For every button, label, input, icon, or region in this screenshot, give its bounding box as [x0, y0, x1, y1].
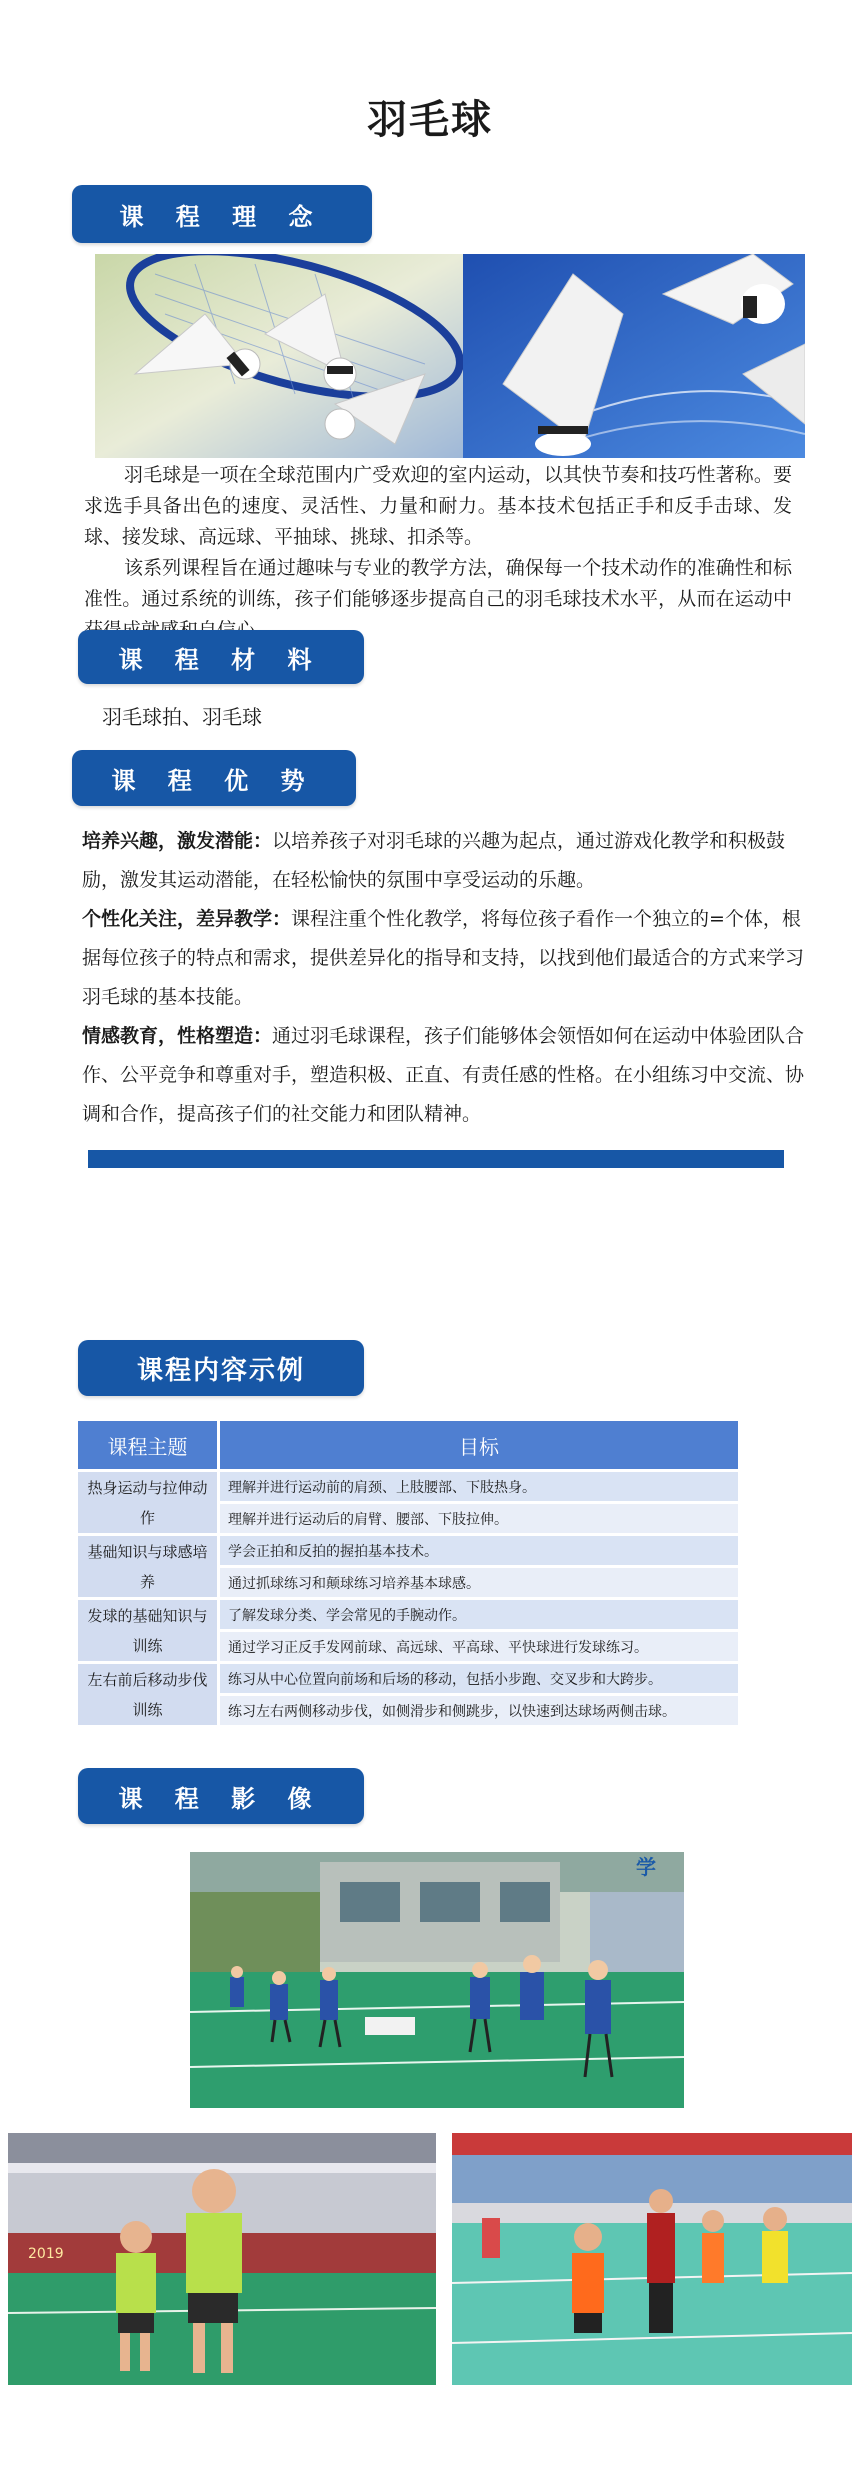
table-cell-goal: 通过抓球练习和颠球练习培养基本球感。 — [220, 1568, 738, 1597]
course-content-table-wrap — [75, 1418, 741, 1728]
table-header-goal: 目标 — [220, 1421, 738, 1469]
section-header-gallery: 课 程 影 像 — [78, 1768, 364, 1824]
table-row — [78, 1472, 738, 1501]
table-row — [78, 1664, 738, 1693]
philosophy-paragraph-2: 该系列课程旨在通过趣味与专业的教学方法，确保每一个技术动作的准确性和标准性。通过系统的训练，孩子们能够逐步提高自己的羽毛球技术水平，从而在运动中 — [84, 557, 792, 610]
advantage-body: 课程注重个性化教学，将每位孩子看作一个独立的=个体，根据每位孩子的特点和需求，提供差异化的指导和支持，以找到他们最适合的方式来学习羽毛球的基本技能。 — [82, 908, 805, 1008]
advantage-body: 以培养孩子对羽毛球的兴趣为起点，通过游戏化教学和积极鼓励，激发其运动潜能，在轻松愉快的氛围中享受运动的乐趣。 — [82, 830, 786, 891]
table-cell-topic: 热身运动与拉伸动作 — [78, 1472, 217, 1533]
section-header-content: 课程内容示例 — [78, 1340, 364, 1396]
table-row — [78, 1600, 738, 1629]
advantage-head: 情感教育，性格塑造： — [82, 1025, 273, 1047]
banner-text: 2019 — [28, 2246, 64, 2262]
table-row — [78, 1536, 738, 1565]
advantage-item — [82, 822, 812, 900]
table-cell-goal: 练习左右两侧移动步伐，如侧滑步和侧跳步，以快速到达球场两侧击球。 — [220, 1696, 738, 1725]
wall-sign-text: 学 — [636, 1855, 656, 1879]
philosophy-paragraph-1: 羽毛球是一项在全球范围内广受欢迎的室内运动，以其快节奏和技巧性著称。要求选手具备出色的速度、灵活性、力量和耐力。基本技术包括正手和反手击球、发球、接发球、高远球、平抽球、挑球、扣杀等。 — [84, 464, 792, 548]
section-header-philosophy: 课 程 理 念 — [72, 185, 372, 243]
table-header-topic: 课程主题 — [78, 1421, 217, 1469]
materials-text: 羽毛球拍、羽毛球 — [102, 705, 262, 729]
section-header-materials: 课 程 材 料 — [78, 630, 364, 684]
page-title: 羽毛球 — [367, 96, 493, 143]
class-photo-kids-left — [8, 2133, 436, 2385]
advantage-item — [82, 1017, 812, 1134]
advantage-head: 培养兴趣，激发潜能： — [82, 830, 273, 852]
advantage-body: 通过羽毛球课程，孩子们能够体会领悟如何在运动中体验团队合作、公平竞争和尊重对手，塑造积极、正直、有责任感的性格。在小组练习中交流、协调和合作，提高孩子们的社交能力和团队精神。 — [82, 1025, 805, 1125]
section-header-advantages: 课 程 优 势 — [72, 750, 356, 806]
table-cell-topic: 基础知识与球感培养 — [78, 1536, 217, 1597]
philosophy-text — [84, 460, 792, 646]
table-cell-goal: 通过学习正反手发网前球、高远球、平高球、平快球进行发球练习。 — [220, 1632, 738, 1661]
course-content-table — [75, 1418, 741, 1728]
class-photo-kids-right — [452, 2133, 852, 2385]
table-cell-topic: 发球的基础知识与训练 — [78, 1600, 217, 1661]
table-cell-goal: 理解并进行运动后的肩臂、腰部、下肢拉伸。 — [220, 1504, 738, 1533]
table-cell-goal: 了解发球分类、学会常见的手腕动作。 — [220, 1600, 738, 1629]
shuttlecock-image-right — [463, 254, 805, 458]
section-divider-bar — [88, 1150, 784, 1168]
table-cell-goal: 练习从中心位置向前场和后场的移动，包括小步跑、交叉步和大跨步。 — [220, 1664, 738, 1693]
shuttlecock-image-left — [95, 254, 463, 458]
table-cell-topic: 左右前后移动步伐训练 — [78, 1664, 217, 1725]
class-photo-court-group — [190, 1852, 684, 2108]
advantage-item — [82, 900, 812, 1017]
table-cell-goal: 学会正拍和反拍的握拍基本技术。 — [220, 1536, 738, 1565]
advantage-head: 个性化关注，差异教学： — [82, 908, 292, 930]
table-cell-goal: 理解并进行运动前的肩颈、上肢腰部、下肢热身。 — [220, 1472, 738, 1501]
advantages-text — [82, 822, 812, 1134]
